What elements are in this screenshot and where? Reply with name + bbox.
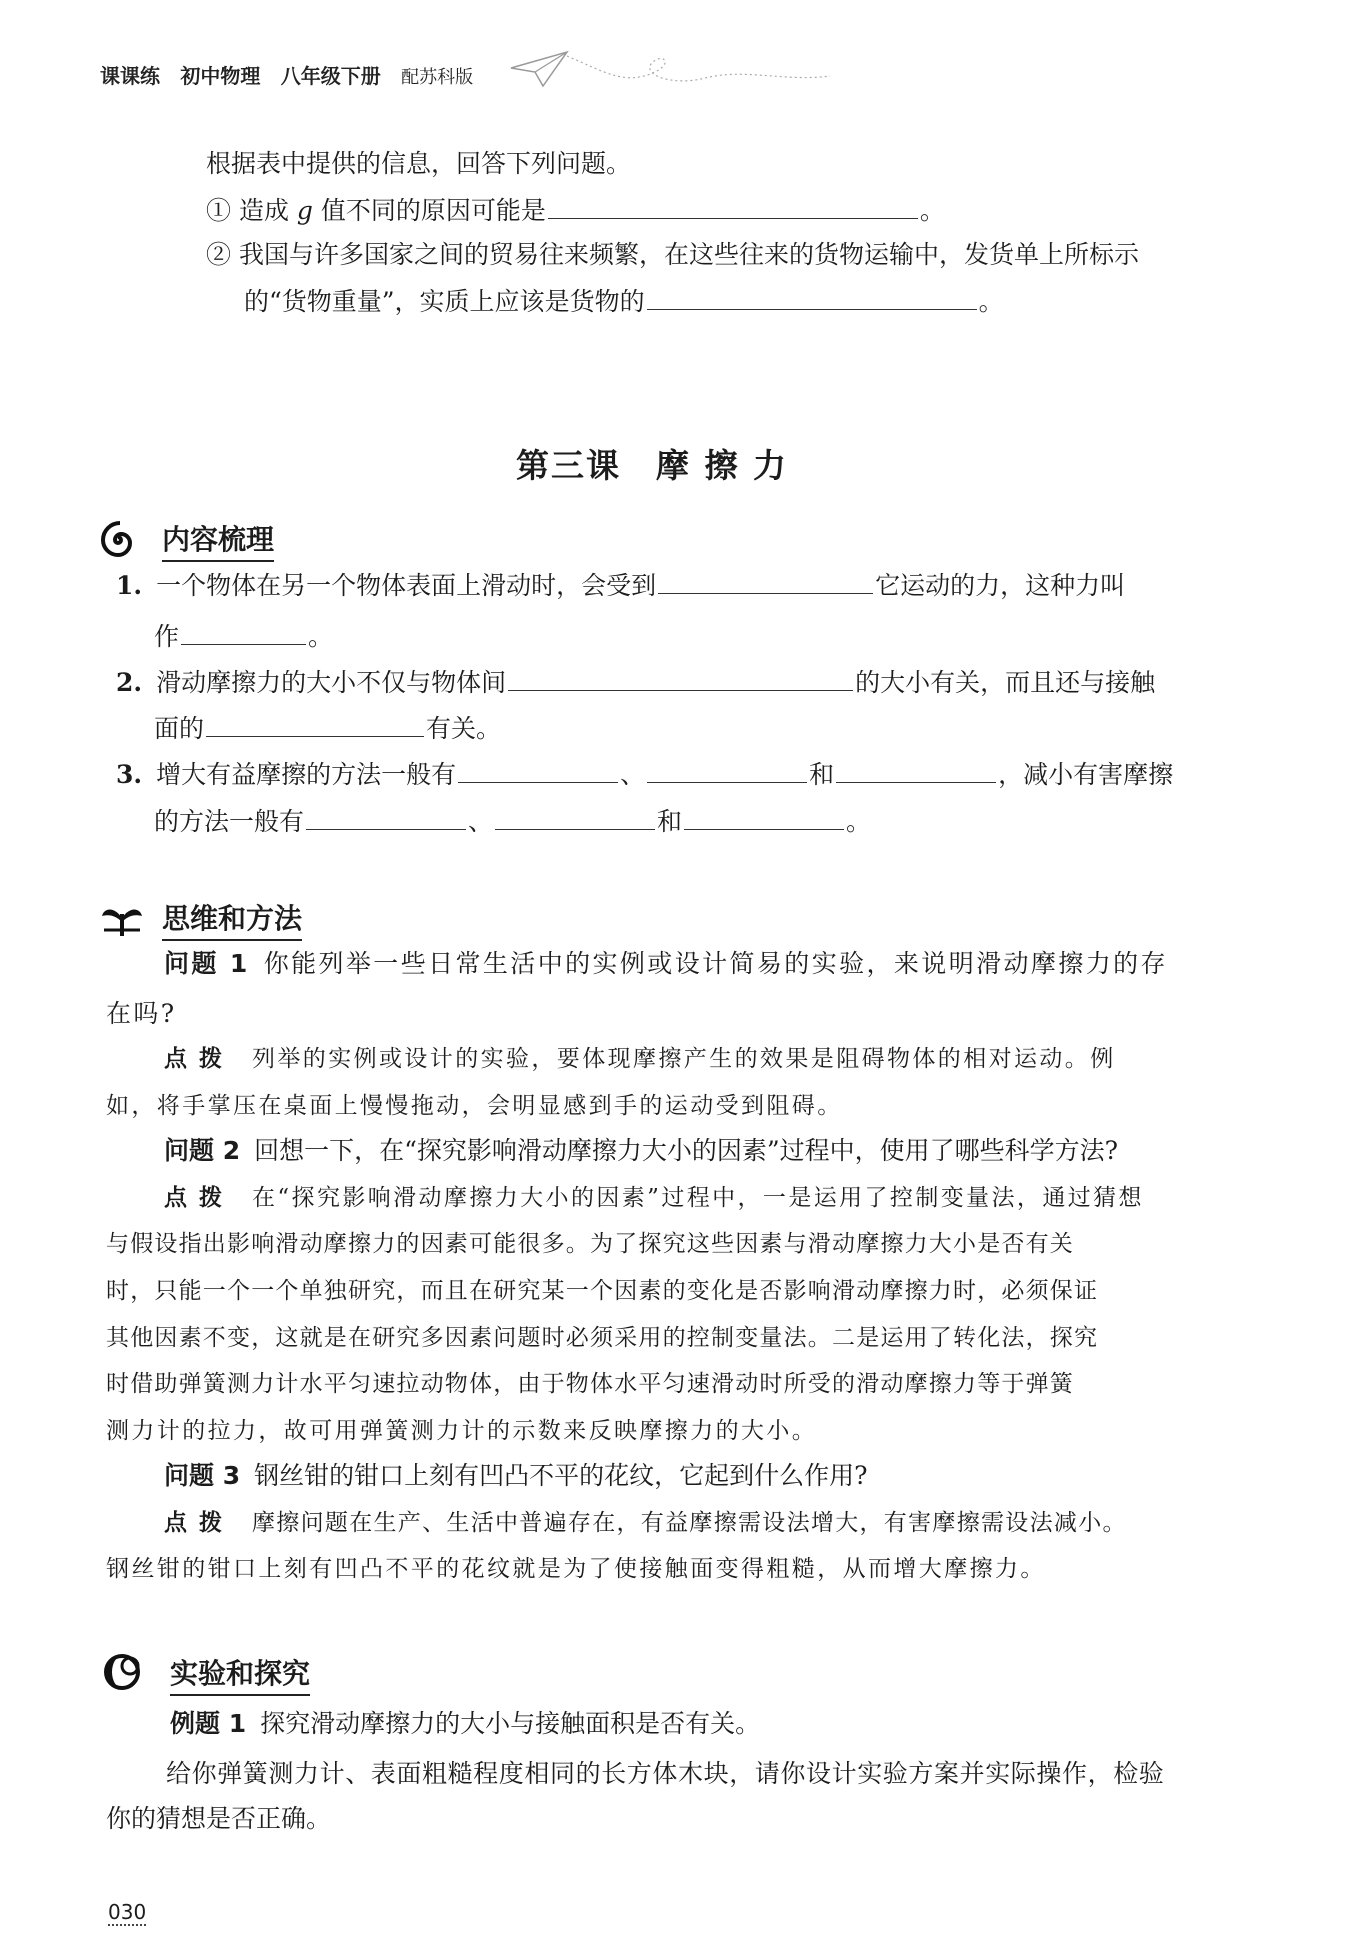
flask-circle-icon: [100, 1650, 146, 1692]
answer-blank[interactable]: [836, 756, 996, 783]
intro-lead: 根据表中提供的信息，回答下列问题。: [206, 149, 632, 178]
item-3-a: 增大有益摩擦的方法一般有: [156, 760, 457, 789]
method-tip-2-line2: 与假设指出影响滑动摩擦力的因素可能很多。为了探究这些因素与滑动摩擦力大小是否有关: [106, 1231, 1074, 1257]
answer-blank[interactable]: [647, 283, 977, 310]
answer-blank[interactable]: [684, 803, 844, 830]
item-number: 1.: [116, 571, 143, 600]
answer-blank[interactable]: [206, 710, 424, 737]
example-label: 例题 1: [170, 1709, 247, 1738]
tip-label: 点拨: [164, 1510, 234, 1536]
item-number: 3.: [116, 760, 143, 789]
content-item-1-line1: [116, 567, 1125, 605]
intro-question-2-line2: [244, 283, 1004, 321]
content-item-3-line1: [116, 756, 1173, 794]
content-item-2-line1: [116, 664, 1155, 702]
spiral-icon: [98, 520, 138, 560]
example-1-text: 探究滑动摩擦力的大小与接触面积是否有关。: [260, 1709, 761, 1738]
tip-3-text: 摩擦问题在生产、生活中普遍存在，有益摩擦需设法增大，有害摩擦需设法减小。: [252, 1510, 1127, 1536]
method-tip-2-line4: 其他因素不变，这就是在研究多因素问题时必须采用的控制变量法。二是运用了转化法，探究: [106, 1325, 1099, 1351]
header-series: 课课练: [100, 64, 160, 88]
question-label: 问题 1: [164, 949, 250, 978]
item-2-d: 有关。: [426, 714, 502, 743]
section-title-content: 内容梳理: [162, 518, 274, 562]
method-question-1-line1: [164, 945, 1168, 983]
answer-blank[interactable]: [647, 756, 807, 783]
paper-plane-icon: [505, 46, 835, 96]
item-1-a: 一个物体在另一个物体表面上滑动时，会受到: [156, 571, 657, 600]
content-item-3-line2: [154, 803, 871, 841]
intro-q2-end: 。: [978, 287, 1004, 316]
answer-blank[interactable]: [181, 618, 306, 645]
method-tip-3-line2: 钢丝钳的钳口上刻有凹凸不平的花纹就是为了使接触面变得粗糙，从而增大摩擦力。: [106, 1556, 1046, 1582]
intro-q1-prefix: ① 造成: [206, 196, 289, 225]
section-title-method: 思维和方法: [162, 897, 302, 941]
tip-1-text: 列举的实例或设计的实验，要体现摩擦产生的效果是阻碍物体的相对运动。例: [252, 1046, 1116, 1072]
experiment-line-2: 你的猜想是否正确。: [106, 1804, 332, 1833]
intro-q1-end: 。: [919, 196, 945, 225]
method-tip-2-line5: 时借助弹簧测力计水平匀速拉动物体，由于物体水平匀速滑动时所受的滑动摩擦力等于弹簧: [106, 1371, 1074, 1397]
method-tip-2-line1: [164, 1179, 1144, 1217]
content-item-1-line2: [154, 618, 333, 656]
method-tip-3-line1: [164, 1504, 1127, 1542]
lesson-title: 第三课 摩 擦 力: [516, 446, 788, 485]
question-label: 问题 3: [164, 1461, 241, 1490]
item-3-d: 。: [846, 807, 872, 836]
intro-question-2-line1: ② 我国与许多国家之间的贸易往来频繁，在这些往来的货物运输中，发货单上所标示: [206, 240, 1139, 269]
method-question-1-line2: 在吗?: [106, 999, 177, 1028]
experiment-line-1: 给你弹簧测力计、表面粗糙程度相同的长方体木块，请你设计实验方案并实际操作，检验: [166, 1759, 1165, 1788]
answer-blank[interactable]: [458, 756, 618, 783]
item-3-c: 的方法一般有: [154, 807, 305, 836]
item-3-b: ，减小有害摩擦: [998, 760, 1174, 789]
header-grade: 八年级下册: [280, 64, 381, 88]
tip-label: 点拨: [164, 1046, 234, 1072]
intro-question-1: [206, 192, 945, 230]
item-2-a: 滑动摩擦力的大小不仅与物体间: [156, 668, 507, 697]
item-2-c: 面的: [154, 714, 205, 743]
item-3-and: 和: [657, 807, 683, 836]
method-question-3: [164, 1457, 868, 1495]
tip-label: 点拨: [164, 1185, 234, 1211]
item-3-and: 和: [809, 760, 835, 789]
header: [100, 60, 473, 89]
answer-blank[interactable]: [306, 803, 466, 830]
answer-blank[interactable]: [658, 567, 873, 594]
item-1-c: 作: [154, 622, 180, 651]
item-2-b: 的大小有关，而且还与接触: [855, 668, 1156, 697]
question-1-text: 你能列举一些日常生活中的实例或设计简易的实验，来说明滑动摩擦力的存: [263, 949, 1168, 978]
item-1-b: 它运动的力，这种力叫: [875, 571, 1126, 600]
method-tip-1-line1: [164, 1040, 1116, 1078]
item-1-d: 。: [308, 622, 334, 651]
intro-q1-text: 值不同的原因可能是: [312, 196, 546, 225]
item-number: 2.: [116, 668, 143, 697]
answer-blank[interactable]: [548, 192, 918, 219]
section-title-experiment: 实验和探究: [170, 1652, 310, 1696]
page-number: 030: [108, 1900, 147, 1924]
sprout-icon: [100, 900, 144, 938]
content-item-2-line2: [154, 710, 501, 748]
item-3-sep: 、: [620, 760, 646, 789]
method-tip-2-line3: 时，只能一个一个单独研究，而且在研究某一个因素的变化是否影响滑动摩擦力时，必须保证: [106, 1278, 1099, 1304]
method-tip-1-line2: 如，将手掌压在桌面上慢慢拖动，会明显感到手的运动受到阻碍。: [106, 1093, 843, 1119]
tip-2-text: 在“探究影响滑动摩擦力大小的因素”过程中，一是运用了控制变量法，通过猜想: [252, 1185, 1144, 1211]
question-2-text: 回想一下，在“探究影响滑动摩擦力大小的因素”过程中，使用了哪些科学方法?: [254, 1136, 1119, 1165]
experiment-example-1: [170, 1705, 760, 1743]
answer-blank[interactable]: [508, 664, 853, 691]
item-3-sep: 、: [468, 807, 494, 836]
question-label: 问题 2: [164, 1136, 241, 1165]
method-question-2: [164, 1132, 1118, 1170]
method-tip-2-line6: 测力计的拉力，故可用弹簧测力计的示数来反映摩擦力的大小。: [106, 1418, 818, 1444]
header-edition: 配苏科版: [401, 67, 474, 88]
answer-blank[interactable]: [495, 803, 655, 830]
intro-q2-text: 的“货物重量”，实质上应该是货物的: [244, 287, 645, 316]
gravity-symbol: g: [296, 196, 313, 225]
header-subject: 初中物理: [180, 64, 261, 88]
question-3-text: 钢丝钳的钳口上刻有凹凸不平的花纹，它起到什么作用?: [254, 1461, 868, 1490]
